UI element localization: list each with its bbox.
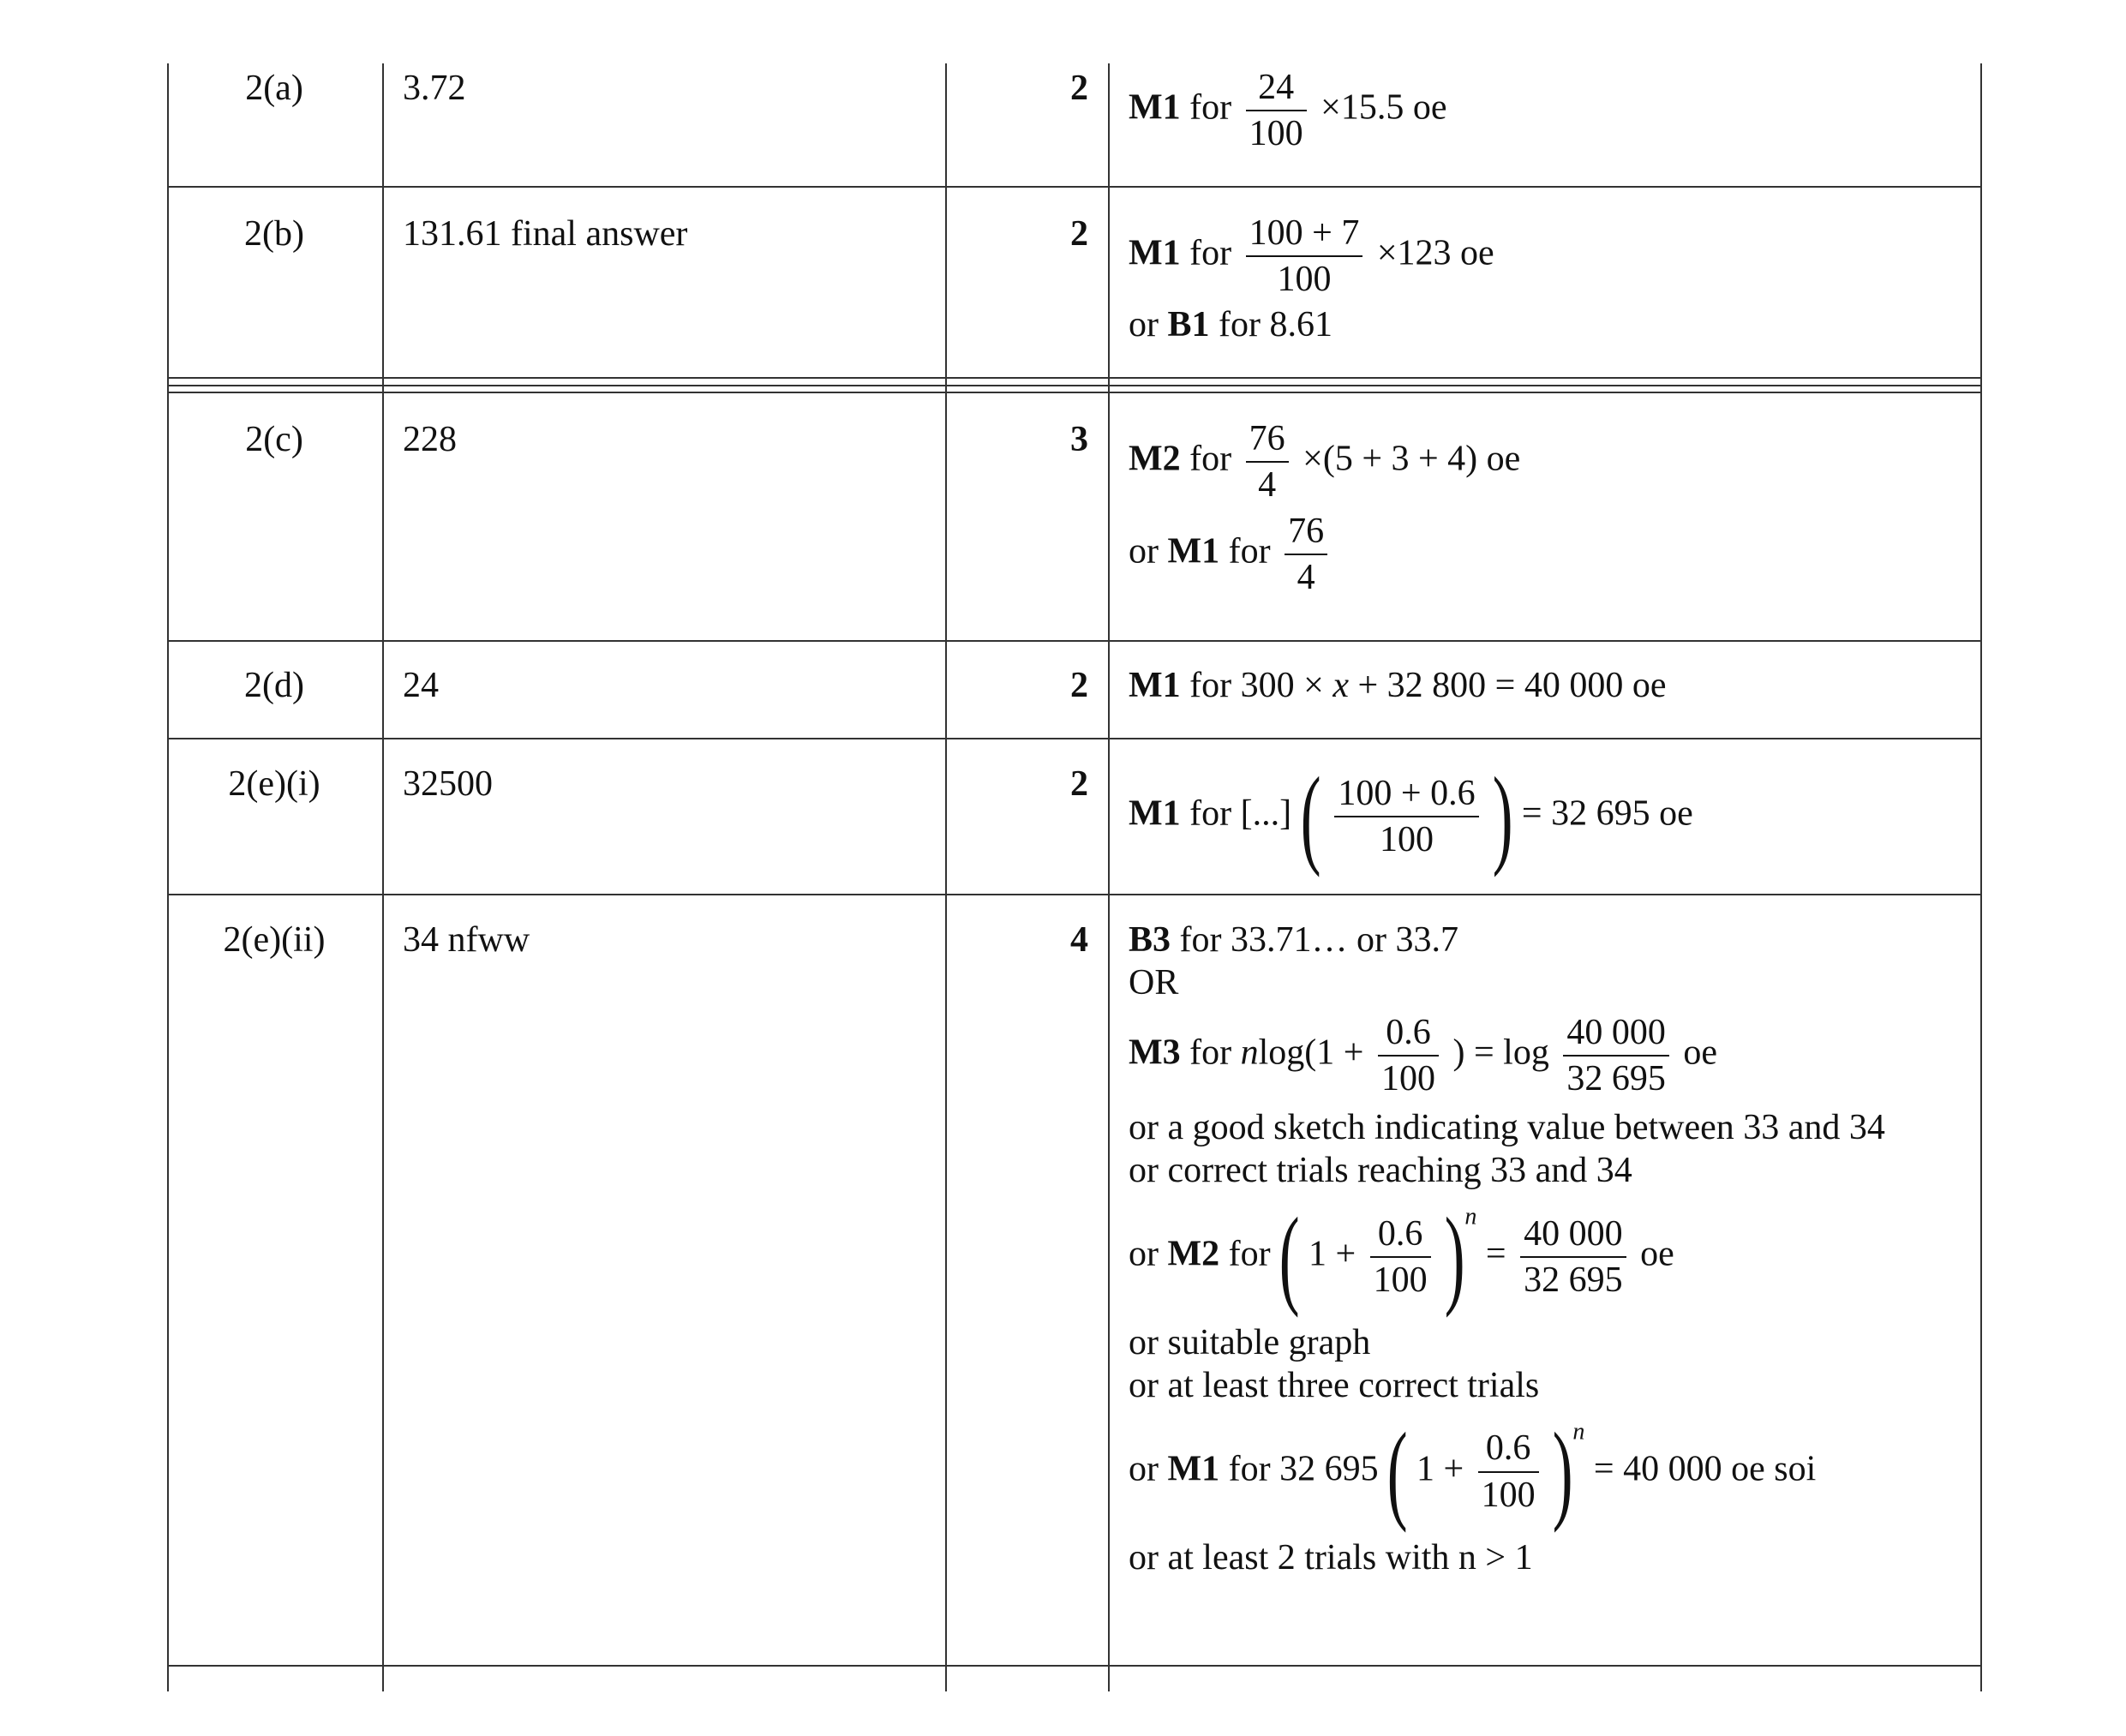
denominator: 100 [1249, 114, 1303, 154]
grid-line [945, 63, 947, 1691]
guidance-text: for [1189, 439, 1232, 479]
mark-code: M2 [1129, 439, 1181, 479]
guidance-text: or [1129, 1234, 1159, 1274]
denominator: 100 [1380, 820, 1434, 859]
guidance-text: ×123 oe [1376, 233, 1494, 273]
grid-line [167, 640, 1982, 642]
guidance [1129, 755, 1968, 878]
answer: 228 [403, 420, 457, 459]
variable: n [1240, 1033, 1259, 1073]
grid-line [1108, 63, 1110, 1691]
mark-code: M1 [1129, 793, 1181, 834]
numerator: 100 + 0.6 [1334, 775, 1478, 817]
open-paren: ( [1386, 1410, 1408, 1534]
guidance-text: ×(5 + 3 + 4) oe [1303, 439, 1521, 479]
guidance-text: or a good sketch indicating value between 33 and 34 [1129, 1107, 1885, 1147]
guidance-text: + 32 800 = 40 000 oe [1357, 666, 1667, 705]
guidance [1129, 664, 1968, 707]
close-paren: ) [1552, 1410, 1573, 1534]
numerator: 0.6 [1370, 1215, 1431, 1258]
grid-line [167, 738, 1982, 739]
question-number: 2(e)(ii) [223, 920, 326, 960]
question-number: 2(d) [244, 666, 304, 705]
answer: 24 [403, 666, 439, 705]
variable: x [1332, 666, 1349, 705]
guidance-text: for 33.71… or 33.7 [1179, 920, 1458, 960]
denominator: 32 695 [1524, 1260, 1623, 1300]
guidance-text: for [1228, 1449, 1271, 1489]
grid-line [167, 385, 1982, 386]
guidance-text: for 8.61 [1219, 305, 1332, 345]
fraction [1246, 214, 1363, 298]
answer: 32500 [403, 764, 493, 804]
denominator: 100 [1380, 1058, 1435, 1098]
question-number: 2(b) [244, 214, 304, 254]
mark-code: M1 [1167, 531, 1220, 572]
grid-line [167, 392, 1982, 393]
fraction [1285, 512, 1327, 596]
answer: 3.72 [403, 69, 466, 108]
denominator: 100 [1373, 1260, 1428, 1300]
guidance-text: 300 × [1240, 666, 1324, 705]
fraction [1334, 775, 1478, 859]
mark-code: M2 [1167, 1234, 1220, 1274]
guidance-text: 1 + [1416, 1449, 1464, 1489]
fraction [1370, 1215, 1431, 1299]
guidance-text: or at least 2 trials with n > 1 [1129, 1537, 1533, 1577]
guidance-text: ) = log [1452, 1033, 1549, 1073]
guidance-text: = 40 000 oe soi [1593, 1449, 1817, 1489]
guidance-text: oe [1640, 1234, 1674, 1274]
guidance-text: or suitable graph [1129, 1322, 1371, 1362]
grid-line [167, 63, 169, 1691]
mark-code: M1 [1167, 1449, 1220, 1489]
marks: 2 [1070, 69, 1088, 108]
marks: 2 [1070, 666, 1088, 705]
guidance-text: for [1228, 1234, 1271, 1274]
numerator: 76 [1285, 512, 1327, 555]
question-number: 2(c) [245, 420, 303, 459]
guidance [1129, 919, 1968, 1588]
guidance [1129, 420, 1968, 605]
guidance [1129, 214, 1968, 356]
guidance-text: for [1189, 233, 1232, 273]
grid-line [1980, 63, 1982, 1691]
guidance-text: = [1485, 1234, 1506, 1274]
numerator: 40 000 [1563, 1014, 1669, 1057]
denominator: 32 695 [1566, 1058, 1666, 1098]
guidance-text: for [1189, 87, 1232, 128]
grid-line [167, 186, 1982, 188]
fraction [1378, 1014, 1439, 1098]
mark-code: B3 [1129, 920, 1171, 960]
guidance-text: = 32 695 oe [1521, 793, 1693, 834]
denominator: 4 [1258, 465, 1277, 506]
denominator: 100 [1277, 260, 1332, 300]
mark-code: M1 [1129, 87, 1181, 128]
question-number: 2(a) [245, 69, 303, 108]
marks: 4 [1070, 920, 1088, 960]
guidance-text: log(1 + [1258, 1033, 1364, 1073]
marks: 3 [1070, 420, 1088, 459]
guidance-text: 1 + [1308, 1234, 1356, 1274]
guidance [1129, 69, 1968, 153]
marks: 2 [1070, 214, 1088, 254]
mark-code: M3 [1129, 1033, 1181, 1073]
fraction [1478, 1429, 1539, 1513]
denominator: 100 [1481, 1475, 1536, 1515]
marks: 2 [1070, 764, 1088, 804]
guidance-text: or [1129, 305, 1159, 345]
guidance-text: or [1129, 1449, 1159, 1489]
numerator: 24 [1246, 69, 1307, 111]
denominator: 4 [1297, 558, 1315, 598]
grid-line [382, 63, 384, 1691]
guidance-text: [...] [1240, 793, 1292, 834]
grid-line [167, 377, 1982, 379]
numerator: 100 + 7 [1246, 214, 1363, 257]
mark-code: M1 [1129, 233, 1181, 273]
open-paren: ( [1279, 1194, 1300, 1319]
numerator: 0.6 [1478, 1429, 1539, 1472]
fraction [1563, 1014, 1669, 1098]
question-number: 2(e)(i) [228, 764, 320, 804]
close-paren: ) [1492, 755, 1513, 878]
guidance-text: for [1189, 1033, 1232, 1073]
numerator: 76 [1246, 420, 1289, 463]
mark-code: M1 [1129, 666, 1181, 705]
fraction [1246, 69, 1307, 153]
guidance-text: for [1189, 793, 1232, 834]
answer: 131.61 final answer [403, 214, 688, 254]
guidance-text: or [1129, 531, 1159, 572]
guidance-text: ×15.5 oe [1321, 87, 1447, 128]
answer: 34 nfww [403, 920, 530, 960]
grid-line [167, 894, 1982, 895]
fraction [1520, 1215, 1626, 1299]
exponent: n [1464, 1203, 1477, 1230]
numerator: 40 000 [1520, 1215, 1626, 1258]
guidance-text: or correct trials reaching 33 and 34 [1129, 1151, 1632, 1191]
fraction [1246, 420, 1289, 504]
guidance-text: oe [1683, 1033, 1717, 1073]
mark-code: B1 [1167, 305, 1210, 345]
guidance-text: for [1189, 666, 1232, 705]
guidance-text: or at least three correct trials [1129, 1366, 1540, 1406]
open-paren: ( [1300, 755, 1321, 878]
guidance-text: for [1228, 531, 1271, 572]
grid-line [167, 1665, 1982, 1667]
exponent: n [1572, 1418, 1585, 1446]
numerator: 0.6 [1378, 1014, 1439, 1057]
guidance-text: OR [1129, 963, 1179, 1003]
guidance-text: 32 695 [1279, 1449, 1379, 1489]
close-paren: ) [1444, 1194, 1465, 1319]
